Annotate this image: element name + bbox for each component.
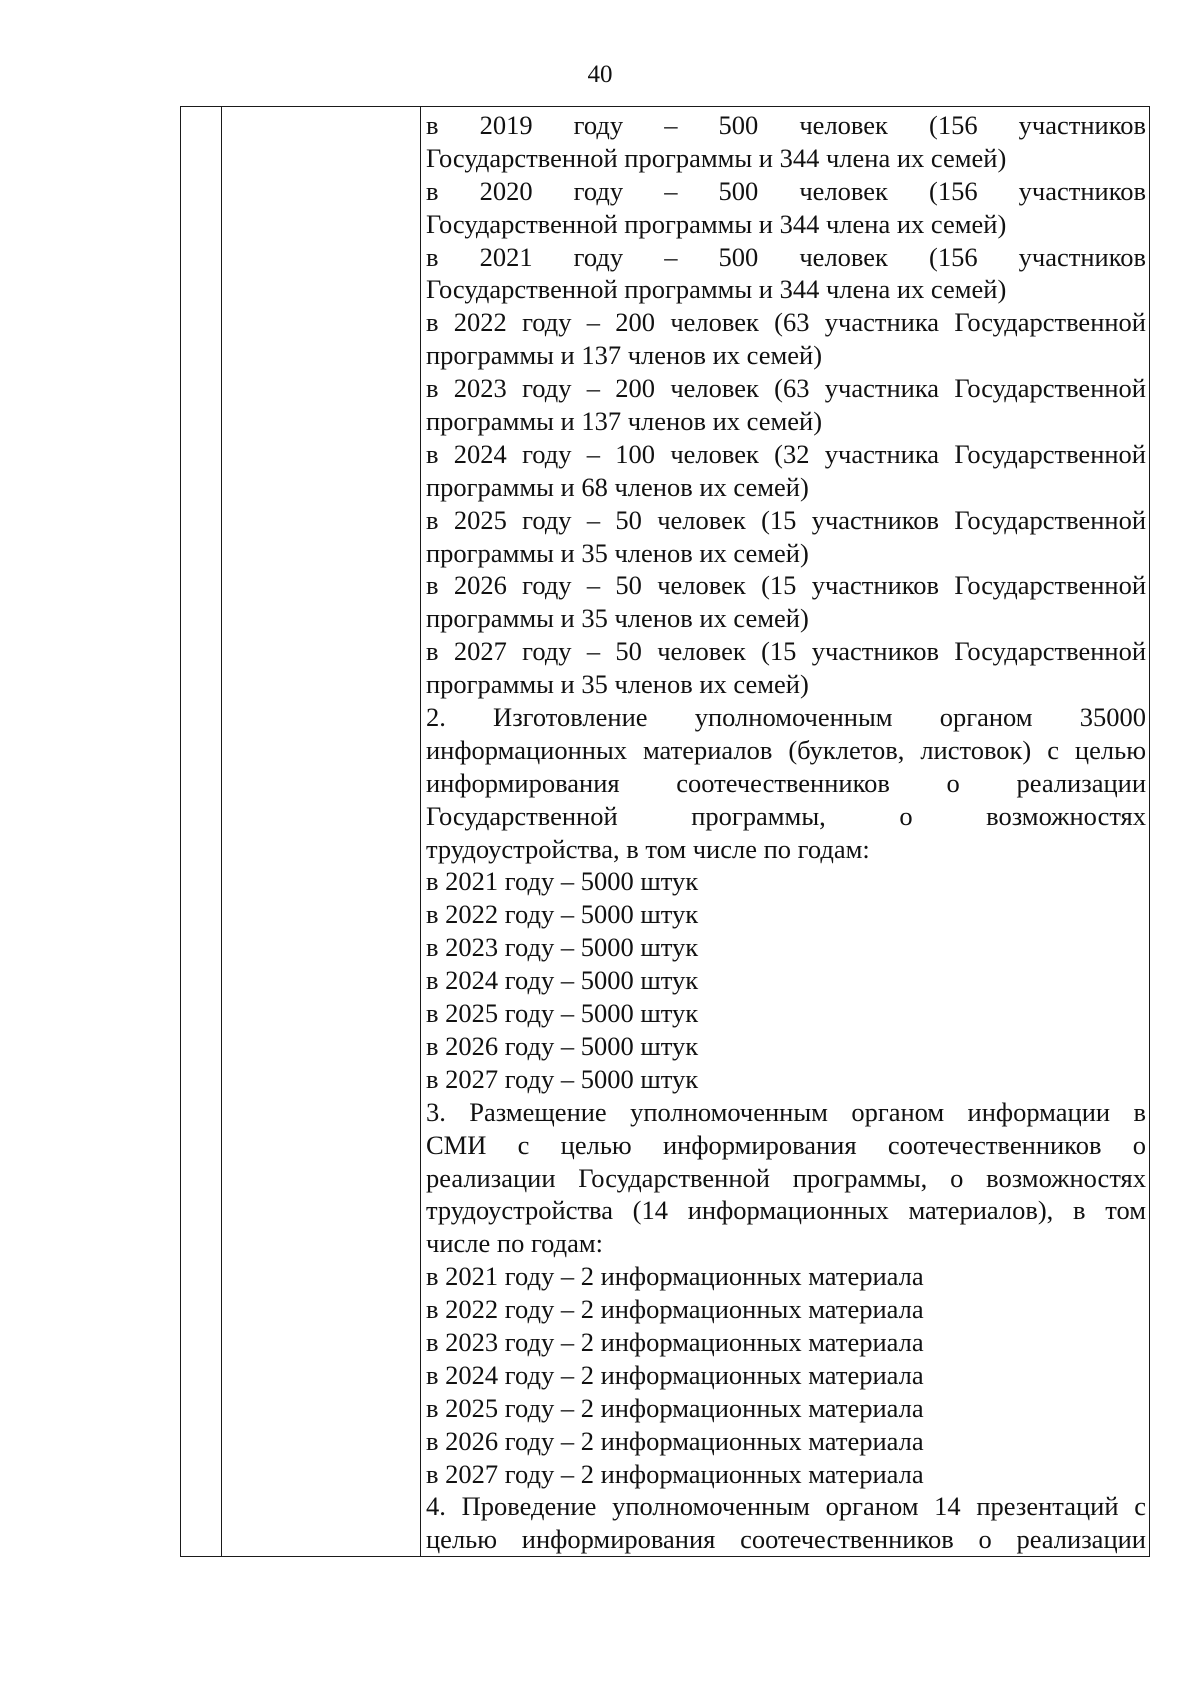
text-line: в 2022 году – 200 человек (63 участника Государственной [426, 307, 1146, 338]
text-line: реализации Государственной программы, о возможностях [426, 1162, 1146, 1193]
text-line: целью информирования соотечественников о реализации [426, 1524, 1146, 1555]
text-line: в 2025 году – 2 информационных материала [426, 1392, 924, 1423]
text-line: 4. Проведение уполномоченным органом 14 презентаций с [426, 1491, 1146, 1522]
text-line: в 2027 году – 2 информационных материала [426, 1458, 924, 1489]
text-line: в 2023 году – 2 информационных материала [426, 1326, 924, 1357]
text-line: в 2021 году – 500 человек (156 участников [426, 241, 1146, 272]
page-number: 40 [587, 61, 613, 88]
text-line: программы и 35 членов их семей) [426, 669, 809, 700]
text-line: числе по годам: [426, 1228, 604, 1259]
text-line: программы и 137 членов их семей) [426, 340, 823, 371]
table-column-divider [221, 107, 222, 1556]
text-line: в 2021 году – 2 информационных материала [426, 1261, 924, 1292]
text-line: в 2024 году – 100 человек (32 участника Государственной [426, 438, 1146, 469]
text-line: в 2027 году – 5000 штук [426, 1063, 699, 1094]
text-line: трудоустройства, в том числе по годам: [426, 833, 870, 864]
text-line: в 2026 году – 50 человек (15 участников Государственной [426, 570, 1146, 601]
text-line: Государственной программы и 344 члена их семей) [426, 274, 1007, 305]
text-line: в 2019 году – 500 человек (156 участников [426, 110, 1146, 140]
text-line: в 2026 году – 2 информационных материала [426, 1425, 924, 1456]
text-line: трудоустройства (14 информационных материалов), в том [426, 1195, 1146, 1226]
text-line: в 2025 году – 5000 штук [426, 998, 699, 1029]
text-line: в 2022 году – 2 информационных материала [426, 1294, 924, 1325]
text-line: в 2027 году – 50 человек (15 участников Государственной [426, 636, 1146, 667]
text-line: Государственной программы и 344 члена их семей) [426, 142, 1007, 173]
text-line: в 2020 году – 500 человек (156 участников [426, 175, 1146, 206]
text-line: в 2022 году – 5000 штук [426, 899, 699, 930]
text-line: программы и 68 членов их семей) [426, 471, 809, 502]
text-line: программы и 35 членов их семей) [426, 603, 809, 634]
text-line: информационных материалов (буклетов, листовок) с целью [426, 734, 1146, 765]
text-line: в 2024 году – 5000 штук [426, 965, 699, 996]
text-line: в 2021 году – 5000 штук [426, 866, 699, 897]
text-line: информирования соотечественников о реализации [426, 767, 1146, 798]
text-line: в 2023 году – 5000 штук [426, 932, 699, 963]
text-line: программы и 137 членов их семей) [426, 406, 823, 437]
text-line: в 2026 году – 5000 штук [426, 1030, 699, 1061]
text-line: программы и 35 членов их семей) [426, 537, 809, 568]
text-line: СМИ с целью информирования соотечественников о [426, 1129, 1146, 1160]
table-column-divider [420, 107, 421, 1556]
text-line: в 2024 году – 2 информационных материала [426, 1359, 924, 1390]
table-cell-text [426, 109, 1146, 1556]
text-line: в 2023 году – 200 человек (63 участника Государственной [426, 373, 1146, 404]
text-line: в 2025 году – 50 человек (15 участников Государственной [426, 504, 1146, 535]
text-line: Государственной программы и 344 члена их семей) [426, 208, 1007, 239]
text-line: 2. Изготовление уполномоченным органом 35000 [426, 702, 1146, 733]
text-line: Государственной программы, о возможностях [426, 800, 1146, 831]
document-table [180, 106, 1150, 1557]
text-line: 3. Размещение уполномоченным органом информации в [426, 1096, 1146, 1127]
